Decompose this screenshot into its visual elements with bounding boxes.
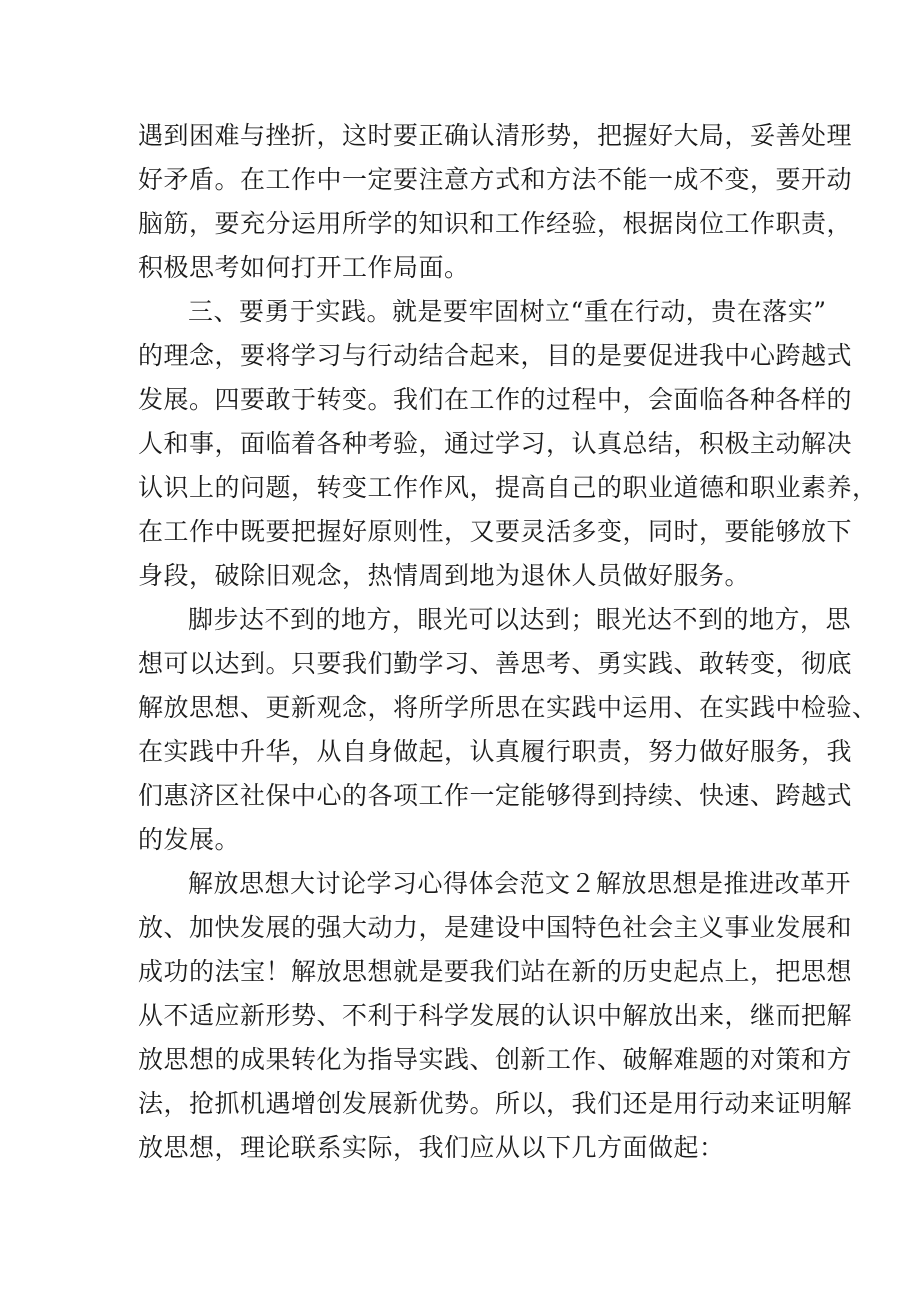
text-line: 遇到困难与挫折，这时要正确认清形势，把握好大局，妥善处理 [138, 121, 853, 150]
text-line: 解放思想大讨论学习心得体会范文２解放思想是推进改革开 [188, 869, 852, 898]
text-line: 们惠济区社保中心的各项工作一定能够得到持续、快速、跨越式 [138, 781, 853, 810]
text-line: 人和事，面临着各种考验，通过学习，认真总结，积极主动解决 [138, 429, 853, 458]
text-line: 的理念，要将学习与行动结合起来，目的是要促进我中心跨越式 [138, 341, 853, 370]
text-line: 的发展。 [138, 825, 241, 854]
text-line: 放思想的成果转化为指导实践、创新工作、破解难题的对策和方 [138, 1045, 853, 1074]
text-line: 放、加快发展的强大动力，是建设中国特色社会主义事业发展和 [138, 913, 853, 942]
text-line: 在工作中既要把握好原则性，又要灵活多变，同时，要能够放下 [138, 517, 853, 546]
text-line: 发展。四要敢于转变。我们在工作的过程中，会面临各种各样的 [138, 385, 853, 414]
text-line: 想可以达到。只要我们勤学习、善思考、勇实践、敢转变，彻底 [138, 649, 853, 678]
text-line: 解放思想、更新观念，将所学所思在实践中运用、在实践中检验、 [138, 693, 878, 722]
text-line: 积极思考如何打开工作局面。 [138, 253, 470, 282]
text-line: 脚步达不到的地方，眼光可以达到；眼光达不到的地方，思 [188, 605, 852, 634]
text-line: 身段，破除旧观念，热情周到地为退休人员做好服务。 [138, 561, 751, 590]
text-line: 三、要勇于实践。就是要牢固树立“重在行动，贵在落实” [188, 297, 827, 326]
text-line: 脑筋，要充分运用所学的知识和工作经验，根据岗位工作职责， [138, 209, 853, 238]
text-line: 法，抢抓机遇增创发展新优势。所以，我们还是用行动来证明解 [138, 1089, 853, 1118]
text-line: 放思想，理论联系实际，我们应从以下几方面做起： [138, 1133, 725, 1162]
text-line: 好矛盾。在工作中一定要注意方式和方法不能一成不变，要开动 [138, 165, 853, 194]
text-line: 在实践中升华，从自身做起，认真履行职责，努力做好服务，我 [138, 737, 853, 766]
text-line: 认识上的问题，转变工作作风，提高自己的职业道德和职业素养， [138, 473, 878, 502]
text-line: 成功的法宝！解放思想就是要我们站在新的历史起点上，把思想 [138, 957, 853, 986]
text-line: 从不适应新形势、不利于科学发展的认识中解放出来，继而把解 [138, 1001, 853, 1030]
